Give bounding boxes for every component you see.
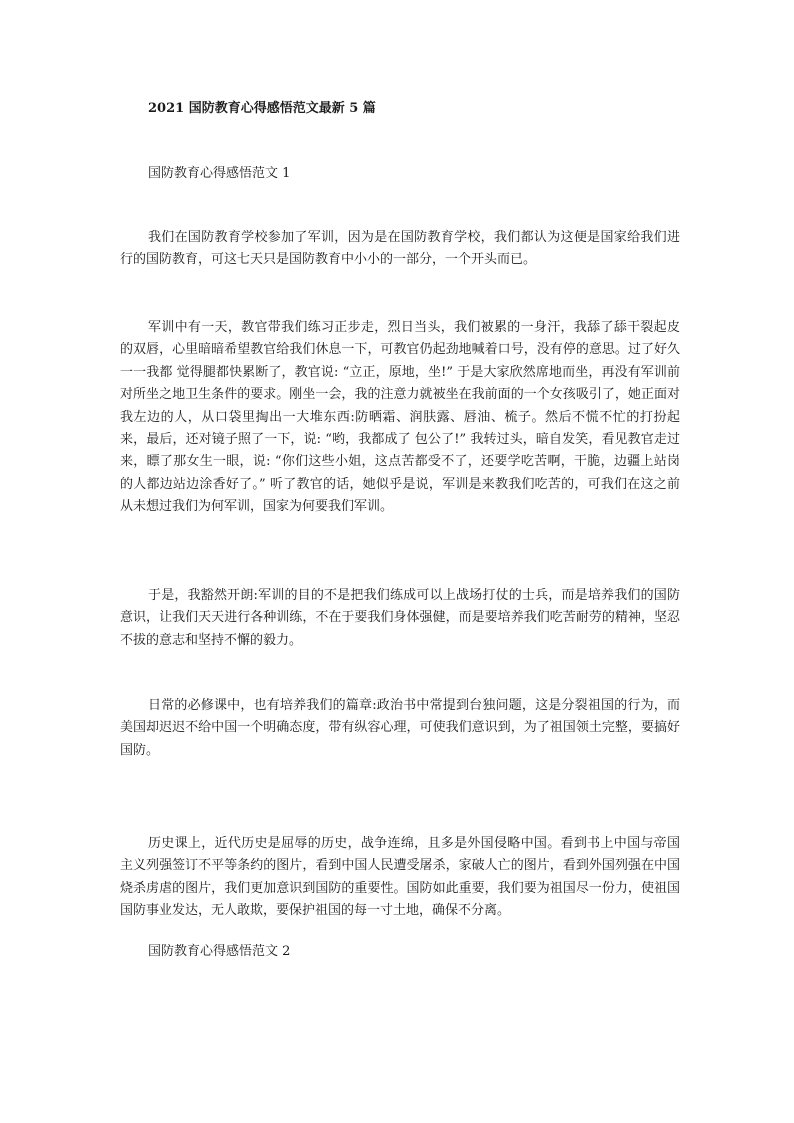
paragraph-4: 日常的必修课中，也有培养我们的篇章:政治书中常提到台独问题，这是分裂祖国的行为，而美国却迟迟不给中国一个明确态度，带有纵容心理，可使我们意识到，为了祖国领土完整，要搞好国防。 [120,698,680,758]
paragraph-2: 军训中有一天，教官带我们练习正步走，烈日当头，我们被累的一身汗，我舔了舔干裂起皮的双唇，心里暗暗希望教官给我们休息一下，可教官仍起劲地喊着口号，没有停的意思。过了好久一一我都 觉得腿都快累断了，教官说: “立正，原地，坐!” 于是大家欣然席地而坐，再没有军训前对所坐之地卫生条件的要求。刚坐一会，我的注意力就被坐在我前面的一个女孩吸引了，她正面对我左边的人，从口袋里掏出一大堆东西:防晒霜、润肤露、唇油、梳子。然后不慌不忙的打扮起来，最后，还对镜子照了一下，说: “哟，我都成了 包公了!” 我转过头，暗自发笑，看见教官走过来，瞟了那女生一眼，说: “你们这些小姐，这点苦都受不了，还要学吃苦啊，干脆，边疆上站岗的人都边站边涂香好了。” 听了教官的话，她似乎是说，军训是来教我们吃苦的，可我们在这之前从未想过我们为何军训，国家为何要我们军训。 [120,320,680,515]
paragraph-1: 我们在国防教育学校参加了军训，因为是在国防教育学校，我们都认为这便是国家给我们进行的国防教育，可这七天只是国防教育中小小的一部分，一个开头而已。 [120,230,680,268]
paragraph-5: 历史课上，近代历史是屈辱的历史，战争连绵，且多是外国侵略中国。看到书上中国与帝国主义列强签订不平等条约的图片，看到中国人民遭受屠杀，家破人亡的图片，看到外国列强在中国烧杀虏虐的图片，我们更加意识到国防的重要性。国防如此重要，我们要为祖国尽一份力，使祖国国防事业发达，无人敢欺，要保护祖国的每一寸土地，确保不分离。 [120,836,680,919]
document-title: 2021 国防教育心得感悟范文最新 5 篇 [148,101,376,116]
section-heading-2: 国防教育心得感悟范文 2 [148,944,291,959]
section-heading-1: 国防教育心得感悟范文 1 [148,166,291,181]
paragraph-3: 于是，我豁然开朗:军训的目的不是把我们练成可以上战场打仗的士兵，而是培养我们的国防意识，让我们天天进行各种训练，不在于要我们身体强健，而是要培养我们吃苦耐劳的精神，坚忍不拔的意志和坚持不懈的毅力。 [120,588,680,648]
